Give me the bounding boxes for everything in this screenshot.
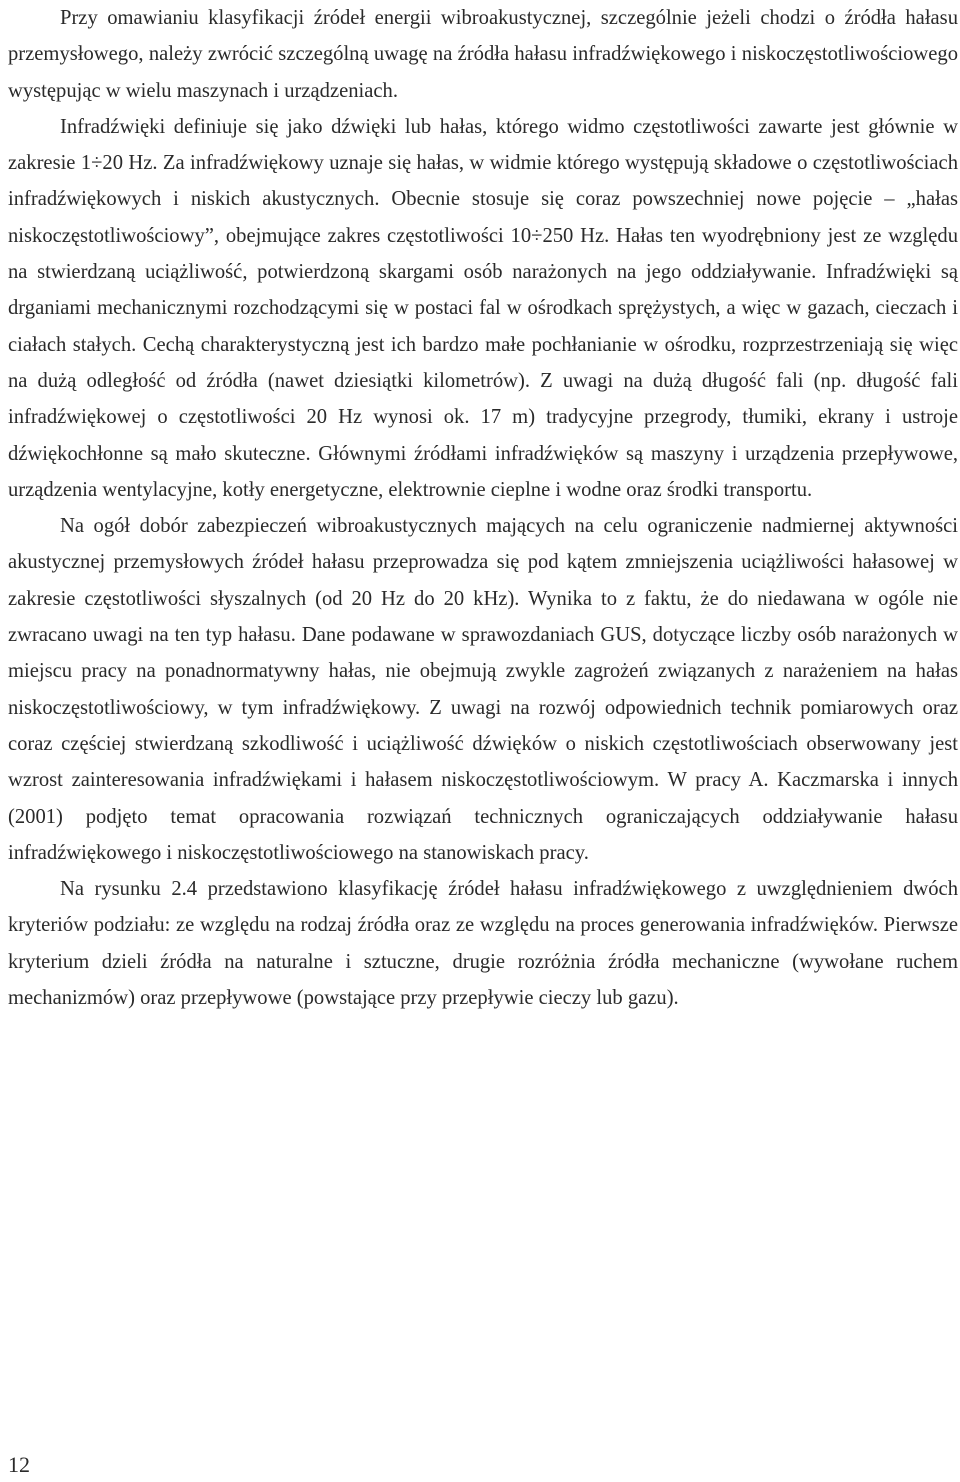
paragraph-4: Na rysunku 2.4 przedstawiono klasyfikację źródeł hałasu infradźwiękowego z uwzględnieniem dwóch kryteriów podziału: ze względu na rodzaj źródła oraz ze względu na proces generowania infradźwięków. Pierwsze kryterium dzieli źródła na naturalne i sztuczne, drugie rozróżnia źródła mechaniczne (wywołane ruchem mechanizmów) oraz przepływowe (powstające przy przepływie cieczy lub gazu). xyxy=(8,878,958,1010)
body-text xyxy=(8,0,958,1016)
paragraph-2: Infradźwięki definiuje się jako dźwięki lub hałas, którego widmo częstotliwości zawarte jest głównie w zakresie 1÷20 Hz. Za infradźwiękowy uznaje się hałas, w widmie którego występują składowe o częstotliwościach infradźwiękowych i niskich akustycznych. Obecnie stosuje się coraz powszechniej nowe pojęcie – „hałas niskoczęstotliwościowy”, obejmujące zakres częstotliwości 10÷250 Hz. Hałas ten wyodrębniony jest ze względu na stwierdzaną uciążliwość, potwierdzoną skargami osób narażonych na jego oddziaływanie. Infradźwięki są drganiami mechanicznymi rozchodzącymi się w postaci fal w ośrodkach sprężystych, a więc w gazach, cieczach i ciałach stałych. Cechą charakterystyczną jest ich bardzo małe pochłanianie w ośrodku, rozprzestrzeniają się więc na dużą odległość od źródła (nawet dziesiątki kilometrów). Z uwagi na dużą długość fali (np. długość fali infradźwiękowej o częstotliwości 20 Hz wynosi ok. 17 m) tradycyjne przegrody, tłumiki, ekrany i ustroje dźwiękochłonne są mało skuteczne. Głównymi źródłami infradźwięków są maszyny i urządzenia przepływowe, urządzenia wentylacyjne, kotły energetyczne, elektrownie cieplne i wodne oraz środki transportu. xyxy=(8,115,958,501)
page-number: 12 xyxy=(8,1452,30,1477)
paragraph-3: Na ogół dobór zabezpieczeń wibroakustycznych mających na celu ograniczenie nadmiernej aktywności akustycznej przemysłowych źródeł hałasu przeprowadza się pod kątem zmniejszenia uciążliwości hałasowej w zakresie częstotliwości słyszalnych (od 20 Hz do 20 kHz). Wynika to z faktu, że do niedawana w ogóle nie zwracano uwagi na ten typ hałasu. Dane podawane w sprawozdaniach GUS, dotyczące liczby osób narażonych w miejscu pracy na ponadnormatywny hałas, nie obejmują zwykle zagrożeń związanych z narażeniem na hałas niskoczęstotliwościowy, w tym infradźwiękowy. Z uwagi na rozwój odpowiednich technik pomiarowych oraz coraz częściej stwierdzaną szkodliwość i uciążliwość dźwięków o niskich częstotliwościach obserwowany jest wzrost zainteresowania infradźwiękami i hałasem niskoczęstotliwościowym. W pracy A. Kaczmarska i innych (2001) podjęto temat opracowania rozwiązań technicznych ograniczających oddziaływanie hałasu infradźwiękowego i niskoczęstotliwościowego na stanowiskach pracy. xyxy=(8,515,958,864)
paragraph-1: Przy omawianiu klasyfikacji źródeł energii wibroakustycznej, szczególnie jeżeli chodzi o źródła hałasu przemysłowego, należy zwrócić szczególną uwagę na źródła hałasu infradźwiękowego i niskoczęstotliwościowego występując w wielu maszynach i urządzeniach. xyxy=(8,7,958,102)
